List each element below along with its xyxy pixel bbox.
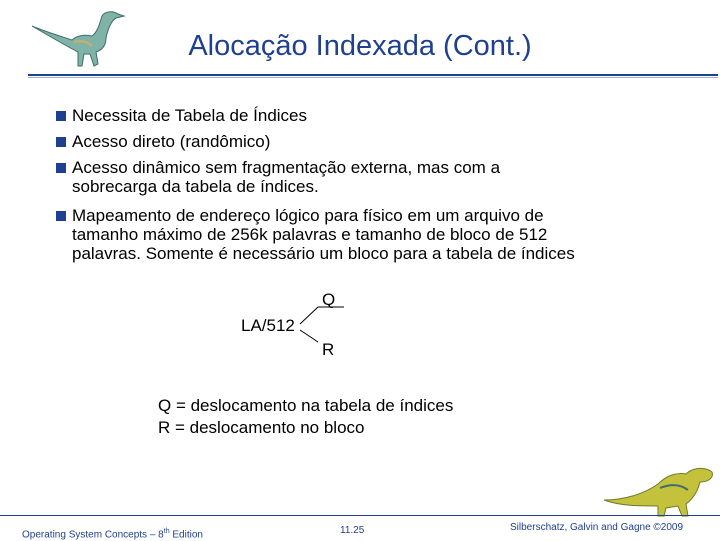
bullet-square-icon (56, 137, 66, 147)
bullet-item (72, 106, 592, 125)
definition-r: R = deslocamento no bloco (158, 418, 365, 437)
diagram-dividend: LA/512 (241, 316, 295, 335)
footer-copyright: Silberschatz, Galvin and Gagne ©2009 (510, 522, 684, 533)
footer-book-suffix: Edition (169, 529, 203, 541)
title-divider (28, 74, 718, 76)
bullet-square-icon (56, 111, 66, 121)
diagram-quotient: Q (322, 290, 336, 309)
bullet-square-icon (56, 163, 66, 173)
footer-divider (0, 515, 720, 516)
bullet-text: Acesso direto (randômico) (72, 132, 271, 151)
definition-q: Q = deslocamento na tabela de índices (158, 396, 454, 415)
bullet-text: Mapeamento de endereço lógico para físico em um arquivo de tamanho máximo de 256k palavras e tamanho de bloco de 512 palavras. Somente é necessário um bloco para a tabela de índices (72, 206, 575, 263)
footer-book-superscript: th (163, 528, 170, 535)
bullet-text: Necessita de Tabela de Índices (72, 106, 308, 125)
bullet-text: Acesso dinâmico sem fragmentação externa, mas com a sobrecarga da tabela de índices. (72, 158, 501, 196)
page-title: Alocação Indexada (Cont.) (188, 30, 532, 62)
division-lines (296, 300, 346, 350)
title-divider-light (28, 77, 718, 78)
page-number: 11.25 (340, 525, 365, 536)
bullet-item (72, 206, 582, 263)
bullet-square-icon (56, 211, 66, 221)
bullet-item (72, 158, 572, 196)
footer-book-main: Operating System Concepts – 8 (22, 529, 164, 541)
diagram-remainder: R (322, 340, 335, 359)
dinosaur-icon-bottom-right (600, 460, 718, 518)
bullet-item (72, 132, 592, 151)
footer-book-title (22, 526, 203, 541)
